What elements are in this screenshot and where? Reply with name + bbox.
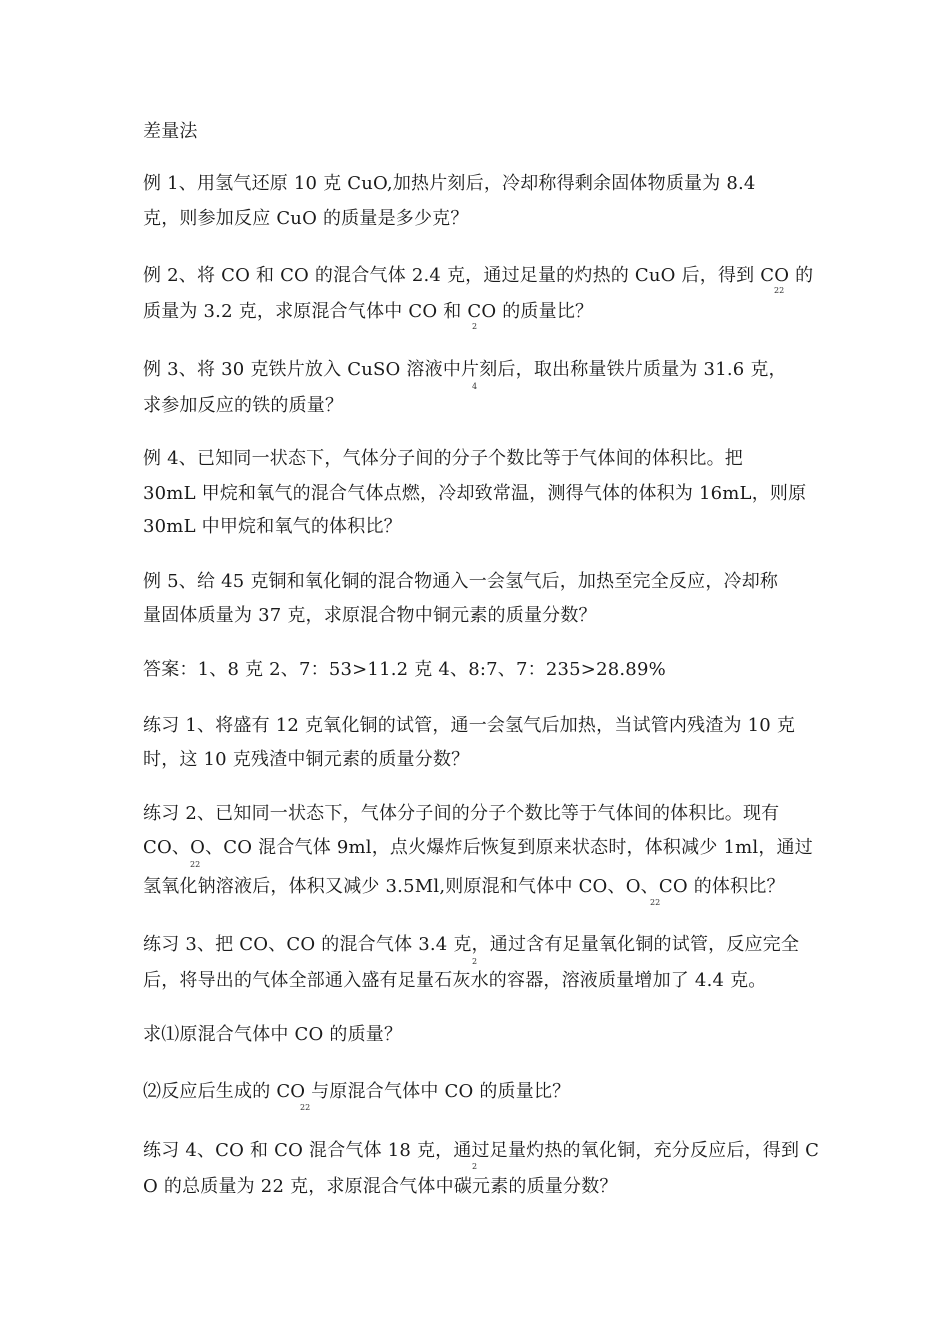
example-2-subscript-a: 22 [774,286,785,295]
practice-2-line-3: 氢氧化钠溶液后，体积又减少 3.5Ml,则原混和气体中 CO、O、CO 的体积比？ [143,876,785,897]
practice-4-line-1: 练习 4、CO 和 CO 混合气体 18 克，通过足量灼热的氧化铜，充分反应后，得到 C [143,1140,820,1161]
example-4-line-2: 30mL 甲烷和氧气的混合气体点燃，冷却致常温，测得气体的体积为 16mL，则原 [143,483,807,504]
example-5-line-1: 例 5、给 45 克铜和氧化铜的混合物通入一会氢气后，加热至完全反应，冷却称 [143,571,779,592]
document-title: 差量法 [143,121,198,142]
practice-1-line-2: 时，这 10 克残渣中铜元素的质量分数？ [143,749,470,770]
practice-1-line-1: 练习 1、将盛有 12 克氧化铜的试管，通一会氢气后加热，当试管内残渣为 10 克 [143,715,796,736]
practice-4-line-2: O 的总质量为 22 克，求原混合气体中碳元素的质量分数？ [143,1176,618,1197]
practice-4-subscript-a: 2 [472,1162,478,1171]
practice-3-line-2: 后，将导出的气体全部通入盛有足量石灰水的容器，溶液质量增加了 4.4 克。 [143,970,767,991]
answers-line: 答案：1、8 克 2、7：53>11.2 克 4、8:7、7：235>28.89% [143,659,666,680]
practice-2-subscript-a: 22 [190,860,201,869]
example-1-line-2: 克，则参加反应 CuO 的质量是多少克？ [143,208,469,229]
example-1-line-1: 例 1、用氢气还原 10 克 CuO,加热片刻后，冷却称得剩余固体物质量为 8.4 [143,173,756,194]
example-3-line-1: 例 3、将 30 克铁片放入 CuSO 溶液中片刻后，取出称量铁片质量为 31.6 克， [143,359,787,380]
example-3-subscript-a: 4 [472,382,478,391]
practice-2-line-1: 练习 2、已知同一状态下，气体分子间的分子个数比等于气体间的体积比。现有 [143,803,780,824]
example-2-line-1: 例 2、将 CO 和 CO 的混合气体 2.4 克，通过足量的灼热的 CuO 后，得到 CO 的 [143,265,814,286]
practice-3-line-1: 练习 3、把 CO、CO 的混合气体 3.4 克，通过含有足量氧化铜的试管，反应完全 [143,934,800,955]
practice-2-line-2: CO、O、CO 混合气体 9ml，点火爆炸后恢复到原来状态时，体积减少 1ml，通过 [143,837,813,858]
example-4-line-1: 例 4、已知同一状态下，气体分子间的分子个数比等于气体间的体积比。把 [143,448,743,469]
example-2-line-2: 质量为 3.2 克，求原混合气体中 CO 和 CO 的质量比？ [143,301,594,322]
example-4-line-3: 30mL 中甲烷和氧气的体积比？ [143,516,402,537]
practice-3-question-2: ⑵反应后生成的 CO 与原混合气体中 CO 的质量比？ [143,1081,571,1102]
practice-3-subscript-a: 2 [472,957,478,966]
practice-3-subscript-b: 22 [300,1103,311,1112]
example-3-line-2: 求参加反应的铁的质量？ [143,395,344,416]
example-5-line-2: 量固体质量为 37 克，求原混合物中铜元素的质量分数？ [143,605,597,626]
practice-2-subscript-b: 22 [650,898,661,907]
example-2-subscript-b: 2 [472,322,478,331]
practice-3-question-1: 求⑴原混合气体中 CO 的质量？ [143,1024,403,1045]
